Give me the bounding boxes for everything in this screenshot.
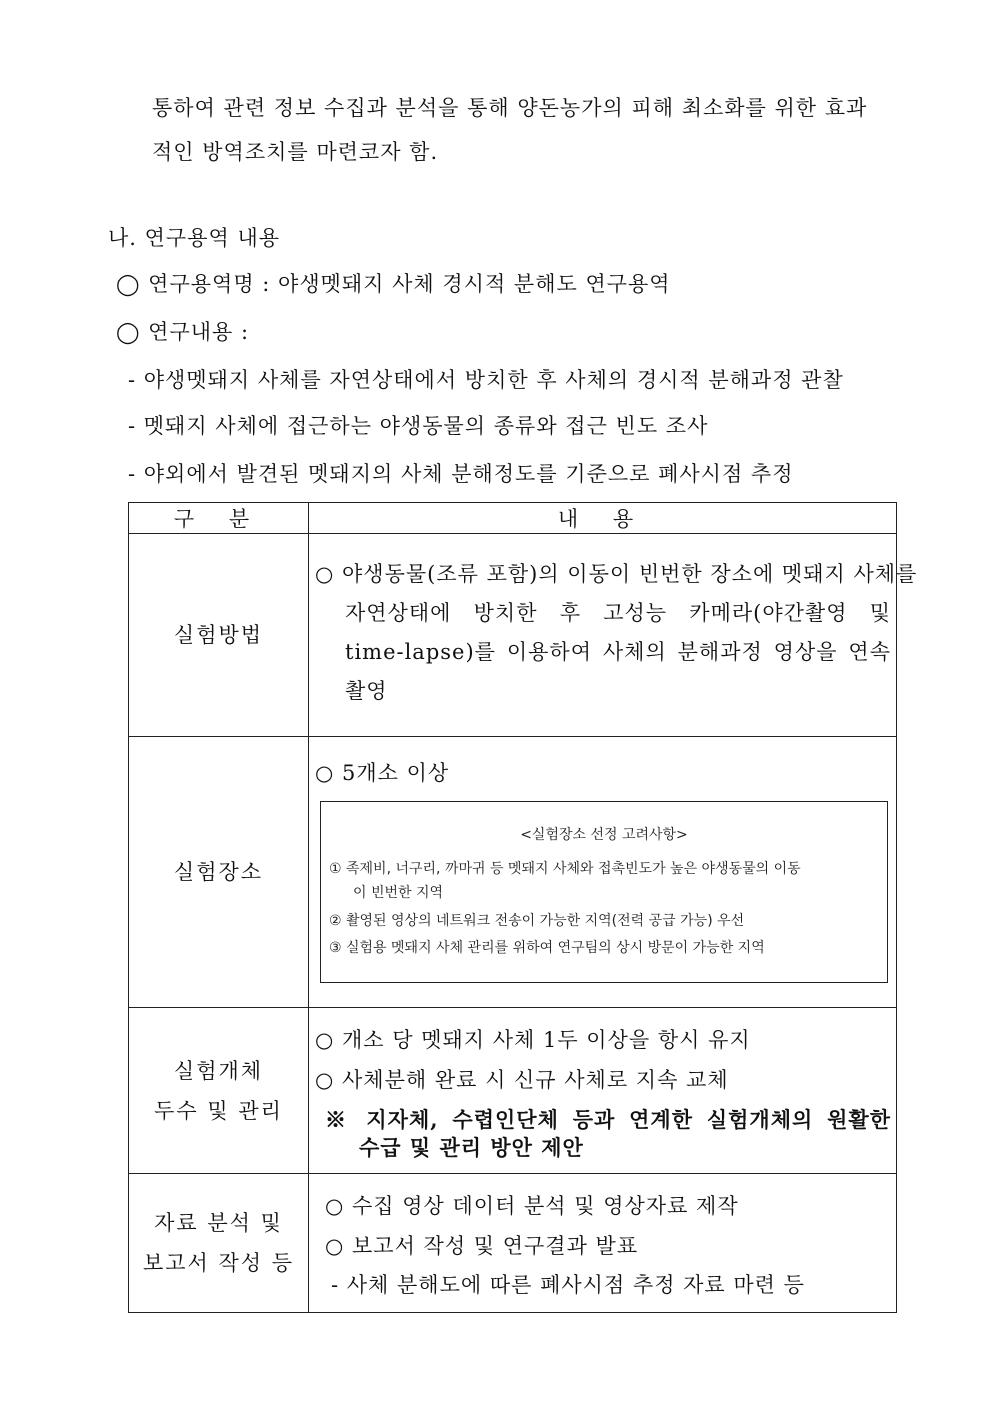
row-content-place <box>309 737 897 1008</box>
research-table <box>128 502 918 1313</box>
row-label-analysis <box>129 1174 309 1313</box>
site-criteria-2: ② 촬영된 영상의 네트워크 전송이 가능한 지역(전력 공급 가능) 우선 <box>329 913 745 929</box>
site-criteria-title: <실험장소 선정 고려사항> <box>520 827 688 843</box>
header-content: 내 용 <box>309 503 897 534</box>
table-row-place <box>129 737 897 1008</box>
row-label-method: 실험방법 <box>129 534 309 737</box>
intro-line-1: 통하여 관련 정보 수집과 분석을 통해 양돈농가의 피해 최소화를 위한 효과 <box>152 96 868 120</box>
specimen-label-2: 두수 및 관리 <box>154 1098 283 1123</box>
row-content-method <box>309 534 918 737</box>
analysis-line-3: - 사체 분해도에 따른 폐사시점 추정 자료 마련 등 <box>331 1273 805 1297</box>
content-bullet-3: - 야외에서 발견된 멧돼지의 사체 분해정도를 기준으로 폐사시점 추정 <box>128 462 794 486</box>
analysis-label-1: 자료 분석 및 <box>154 1211 283 1235</box>
research-content-label: ◯ 연구내용 : <box>116 320 250 344</box>
method-line-1: ○ 야생동물(조류 포함)의 이동이 빈번한 장소에 멧돼지 사체를 <box>315 562 918 586</box>
table-row-method <box>129 534 897 737</box>
method-line-3: time-lapse)를 이용하여 사체의 분해과정 영상을 연속 <box>345 640 891 664</box>
row-label-specimen <box>129 1008 309 1174</box>
header-category: 구 분 <box>129 503 309 534</box>
table-row-analysis <box>129 1174 897 1313</box>
site-criteria-1-cont: 이 빈번한 지역 <box>353 885 444 901</box>
row-content-specimen <box>309 1008 897 1174</box>
specimen-note-2: 수급 및 관리 방안 제안 <box>359 1135 584 1160</box>
row-label-place: 실험장소 <box>129 737 309 1008</box>
site-criteria-1: ① 족제비, 너구리, 까마귀 등 멧돼지 사체와 접촉빈도가 높은 야생동물의 이동 <box>329 861 801 877</box>
analysis-line-1: ○ 수집 영상 데이터 분석 및 영상자료 제작 <box>325 1194 739 1218</box>
specimen-line-1: ○ 개소 당 멧돼지 사체 1두 이상을 항시 유지 <box>315 1028 751 1052</box>
content-bullet-2: - 멧돼지 사체에 접근하는 야생동물의 종류와 접근 빈도 조사 <box>128 414 709 438</box>
site-criteria-box <box>320 801 888 983</box>
section-heading: 나. 연구용역 내용 <box>108 226 281 250</box>
site-criteria-3: ③ 실험용 멧돼지 사체 관리를 위하여 연구팀의 상시 방문이 가능한 지역 <box>329 940 765 956</box>
specimen-note-1: ※ 지자체, 수렵인단체 등과 연계한 실험개체의 원활한 <box>325 1107 891 1132</box>
research-title-line: ◯ 연구용역명 : 야생멧돼지 사체 경시적 분해도 연구용역 <box>116 272 671 296</box>
intro-line-2: 적인 방역조치를 마련코자 함. <box>152 140 439 164</box>
table-header-row <box>129 503 897 534</box>
analysis-label-2: 보고서 작성 등 <box>142 1251 295 1275</box>
place-line-1: ○ 5개소 이상 <box>315 761 450 785</box>
method-line-2: 자연상태에 방치한 후 고성능 카메라(야간촬영 및 <box>345 601 891 625</box>
specimen-label-1: 실험개체 <box>173 1058 264 1083</box>
table-row-specimen <box>129 1008 897 1174</box>
content-bullet-1: - 야생멧돼지 사체를 자연상태에서 방치한 후 사체의 경시적 분해과정 관찰 <box>128 368 844 392</box>
row-content-analysis <box>309 1174 897 1313</box>
specimen-line-2: ○ 사체분해 완료 시 신규 사체로 지속 교체 <box>315 1068 729 1092</box>
method-line-4: 촬영 <box>345 679 388 703</box>
analysis-line-2: ○ 보고서 작성 및 연구결과 발표 <box>325 1234 639 1258</box>
